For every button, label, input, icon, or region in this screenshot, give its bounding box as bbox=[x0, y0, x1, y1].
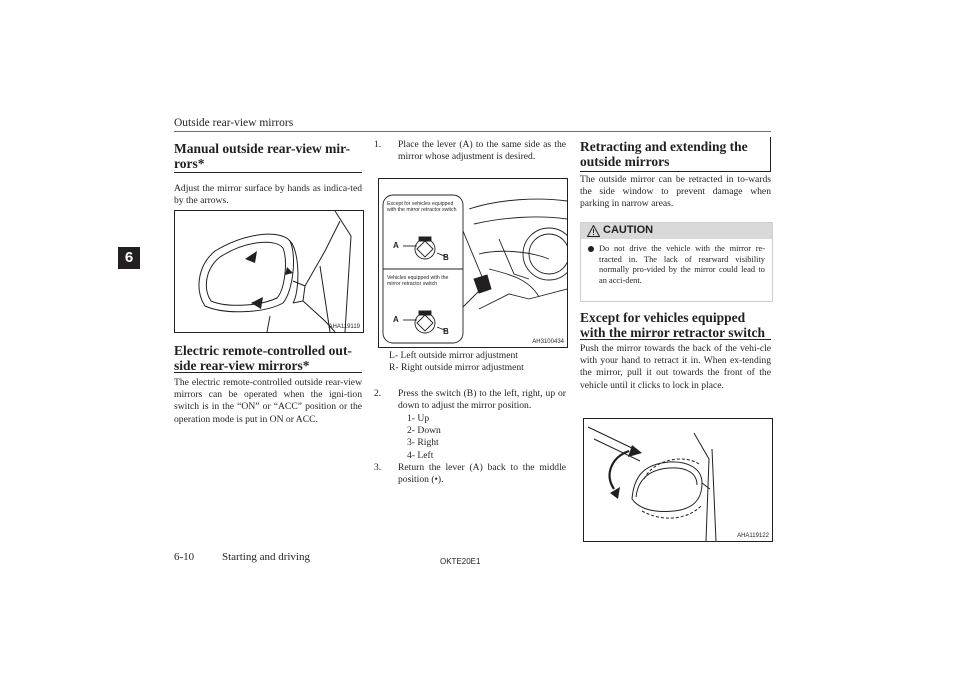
page-number: 6-10 bbox=[174, 551, 195, 563]
figure-electric-switch bbox=[378, 178, 568, 348]
caution-header bbox=[581, 223, 772, 239]
figure-code: AH3100434 bbox=[532, 339, 564, 345]
caution-text bbox=[581, 239, 772, 290]
step-1 bbox=[374, 139, 566, 163]
figure-retract-mirror bbox=[583, 418, 773, 542]
position-down: 2- Down bbox=[407, 425, 441, 437]
label-a-bottom: A bbox=[393, 315, 399, 324]
manual-mirror-illustration bbox=[175, 211, 363, 332]
step-2 bbox=[374, 388, 566, 412]
caution-text-content: Do not drive the vehicle with the mirror re-tracted in. The lack of rearward visibility normally pro-vided by the mirror could lead to an acci-dent. bbox=[599, 244, 765, 285]
legend-right: R- Right outside mirror adjustment bbox=[389, 362, 524, 374]
heading-side-rule bbox=[770, 137, 771, 171]
except-heading-line2: with the mirror retractor switch bbox=[580, 325, 765, 340]
retract-heading-line2: outside mirrors bbox=[580, 154, 670, 169]
figure-code: AHA119119 bbox=[328, 324, 360, 330]
retract-heading-line1: Retracting and extending the bbox=[580, 139, 748, 154]
footer-section: Starting and driving bbox=[222, 551, 310, 563]
heading-rule bbox=[174, 372, 362, 373]
step-number: 3. bbox=[374, 462, 382, 473]
position-right: 3- Right bbox=[407, 437, 439, 449]
step-text: Place the lever (A) to the same side as the mirror whose adjustment is desired. bbox=[398, 139, 566, 163]
label-b-bottom: B bbox=[443, 327, 449, 336]
figure-code: AHA119122 bbox=[737, 533, 769, 539]
step-number: 1. bbox=[374, 139, 382, 150]
electric-heading-line2: side rear-view mirrors* bbox=[174, 358, 310, 373]
electric-mirror-heading bbox=[174, 343, 362, 373]
retract-body: The outside mirror can be retracted in to-wards the side window to prevent damage when parking in narrow areas. bbox=[580, 174, 771, 210]
retract-heading bbox=[580, 139, 766, 169]
position-left: 4- Left bbox=[407, 449, 434, 461]
position-list bbox=[386, 413, 566, 462]
inset-label-equipped: Vehicles equipped with the mirror retractor switch bbox=[387, 275, 449, 288]
inset-label-except: Except for vehicles equipped with the mirror retractor switch bbox=[387, 201, 457, 214]
step-3 bbox=[374, 462, 566, 486]
warning-triangle-icon bbox=[587, 225, 600, 237]
figure-manual-mirror bbox=[174, 210, 364, 333]
legend bbox=[389, 350, 569, 375]
step-text: Return the lever (A) back to the middle position (•). bbox=[398, 462, 566, 486]
bullet-icon bbox=[588, 246, 594, 252]
manual-mirror-body: Adjust the mirror surface by hands as indica-ted by the arrows. bbox=[174, 183, 362, 207]
manual-heading-line2: rors* bbox=[174, 156, 205, 171]
except-body: Push the mirror towards the back of the vehi-cle with your hand to retract it in. When ex-tending the mirror, pull it out towards the front of the vehicle until it clicks to lock in place. bbox=[580, 343, 771, 391]
doc-code: OKTE20E1 bbox=[440, 557, 481, 566]
electric-mirror-body: The electric remote-controlled outside rear-view mirrors can be operated when the igni-tion switch is in the “ON” or “ACC” position or the operation mode is put in ON or ACC. bbox=[174, 377, 362, 425]
chapter-tab: 6 bbox=[118, 247, 140, 269]
caution-box bbox=[580, 222, 773, 302]
heading-rule bbox=[580, 171, 771, 172]
header-rule bbox=[174, 131, 771, 132]
except-heading-line1: Except for vehicles equipped bbox=[580, 310, 746, 325]
page-header-title: Outside rear-view mirrors bbox=[174, 117, 294, 129]
step-text: Press the switch (B) to the left, right, up or down to adjust the mirror position. bbox=[398, 388, 566, 412]
caution-label: CAUTION bbox=[603, 224, 654, 236]
legend-left: L- Left outside mirror adjustment bbox=[389, 350, 518, 361]
label-a-top: A bbox=[393, 241, 399, 250]
except-heading bbox=[580, 310, 771, 340]
electric-heading-line1: Electric remote-controlled out- bbox=[174, 343, 352, 358]
heading-rule bbox=[174, 172, 362, 173]
step-number: 2. bbox=[374, 388, 382, 399]
position-up: 1- Up bbox=[407, 413, 430, 424]
retract-mirror-illustration bbox=[584, 419, 772, 541]
heading-rule bbox=[580, 339, 771, 340]
label-b-top: B bbox=[443, 253, 449, 262]
manual-heading-line1: Manual outside rear-view mir- bbox=[174, 141, 351, 156]
manual-mirror-heading bbox=[174, 141, 362, 171]
